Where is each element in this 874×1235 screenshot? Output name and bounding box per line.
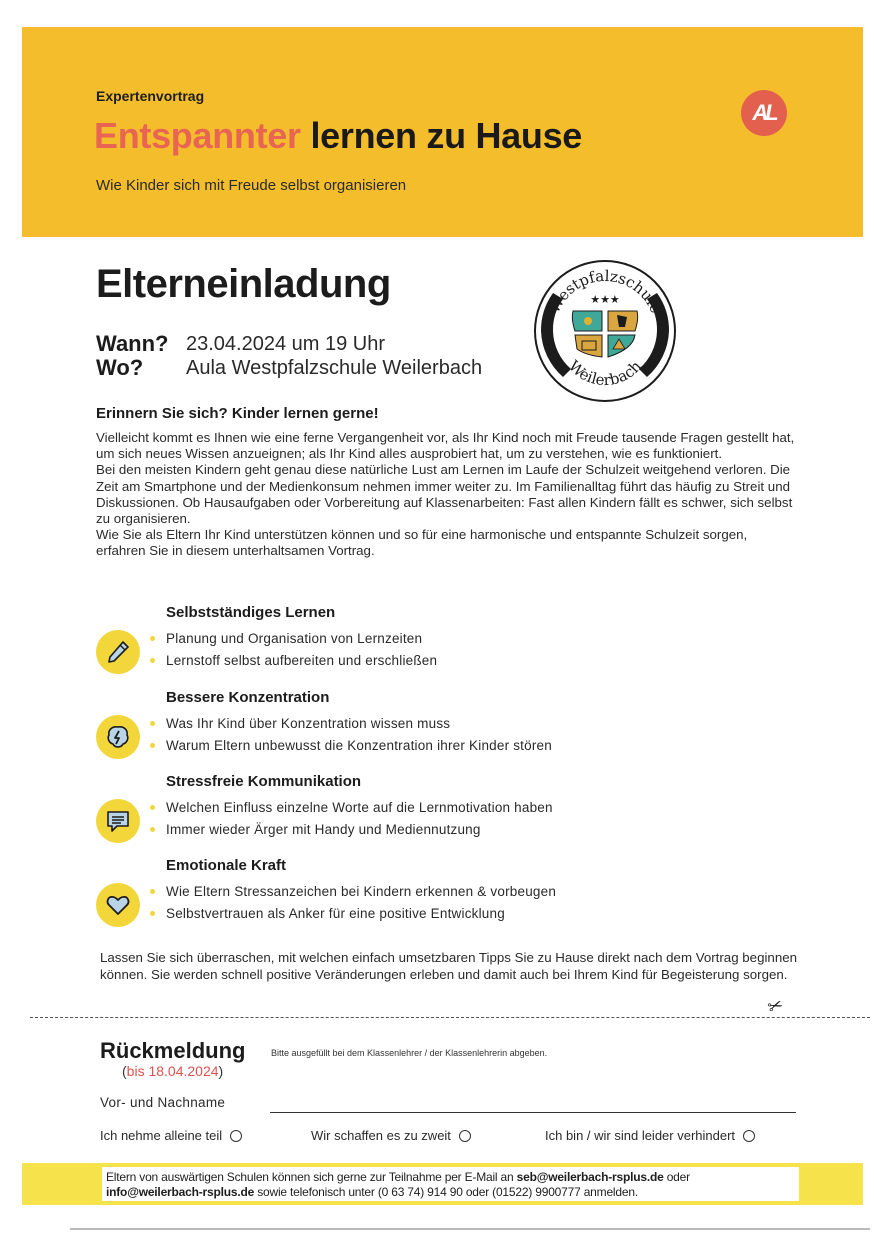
school-crest-icon (533, 259, 677, 403)
list-item: Planung und Organisation von Lernzeiten (150, 628, 437, 650)
page-edge-divider (70, 1228, 870, 1230)
intro-paragraph: Bei den meisten Kindern geht genau diese natürliche Lust am Lernen im Laufe der Schulzeit weitgehend verloren. Die Zeit am Smartphone und der Medienkonsum nehmen immer weiter zu. Im Familienalltag führt das häufig zu Streit und Diskussionen. Ob Hausaufgaben oder Vorbereitung auf Klassenarbeiten: Fast allen Kindern fällt es schwer, sich selbst zu organisieren. (96, 462, 793, 527)
reply-note: Bitte ausgefüllt bei dem Klassenlehrer / der Klassenlehrerin abgeben. (271, 1048, 548, 1058)
list-item: Welchen Einfluss einzelne Worte auf die Lernmotivation haben (150, 797, 553, 819)
reply-deadline (122, 1063, 223, 1079)
topic-title: Stressfreie Kommunikation (166, 773, 362, 790)
where-label: Wo? (96, 355, 144, 380)
topic-list (150, 881, 556, 925)
name-label: Vor- und Nachname (100, 1095, 226, 1110)
topic-list (150, 797, 553, 841)
title-rest: lernen zu Hause (310, 115, 583, 156)
event-info (96, 332, 482, 380)
invitation-title: Elterneinladung (96, 262, 391, 306)
footer-text: sowie telefonisch unter (0 63 74) 914 90 oder (01522) 9900777 anmelden. (254, 1185, 638, 1199)
email-link-info[interactable]: info@weilerbach-rsplus.de (106, 1185, 255, 1199)
footer-band (22, 1163, 863, 1205)
option-two[interactable] (311, 1128, 471, 1143)
topic-list (150, 713, 552, 757)
when-row (96, 332, 482, 356)
heart-icon (96, 883, 140, 927)
list-item: Wie Eltern Stressanzeichen bei Kindern erkennen & vorbeugen (150, 881, 556, 903)
list-item: Selbstvertrauen als Anker für eine positive Entwicklung (150, 903, 556, 925)
intro-paragraph: Vielleicht kommt es Ihnen wie eine ferne Vergangenheit vor, als Ihr Kind noch mit Freude tausende Fragen gestellt hat, um sich neues Wissen anzueignen; als Ihr Kind alles ausprobiert hat, um zu verstehen, wie es funktioniert. (96, 430, 795, 462)
option-label: Wir schaffen es zu zweit (311, 1128, 451, 1143)
topic-list (150, 628, 437, 672)
list-item: Immer wieder Ärger mit Handy und Mediennutzung (150, 819, 553, 841)
where-value: Aula Westpfalzschule Weilerbach (186, 357, 483, 379)
kicker: Expertenvortrag (96, 88, 205, 104)
speech-bubble-icon (96, 799, 140, 843)
option-absent[interactable] (545, 1128, 755, 1143)
reply-title: Rückmeldung (100, 1038, 246, 1063)
radio-alone[interactable] (230, 1130, 242, 1142)
option-label: Ich nehme alleine teil (100, 1128, 223, 1143)
intro-heading: Erinnern Sie sich? Kinder lernen gerne! (96, 405, 379, 422)
topic-title: Selbstständiges Lernen (166, 604, 336, 621)
when-label: Wann? (96, 331, 169, 356)
crest-top-text: Westpfalzschule (544, 266, 666, 316)
brain-icon (96, 715, 140, 759)
intro-paragraph: Wie Sie als Eltern Ihr Kind unterstützen können und so für eine harmonische und entspannte Schulzeit sorgen, erfahren Sie in diesem unterhaltsamen Vortrag. (96, 527, 748, 559)
crest-bottom-text: Weilerbach (564, 356, 646, 390)
title-accent: Entspannter (94, 115, 301, 156)
footer-text: oder (663, 1170, 690, 1184)
deadline-date: bis 18.04.2024 (126, 1063, 219, 1079)
paren-close: ) (218, 1063, 224, 1079)
option-alone[interactable] (100, 1128, 242, 1143)
cut-line-divider (30, 1017, 870, 1018)
header-banner (22, 27, 863, 237)
topic-title: Bessere Konzentration (166, 689, 330, 706)
logo-text: AL (752, 100, 776, 125)
option-label: Ich bin / wir sind leider verhindert (545, 1128, 736, 1143)
intro-text (96, 430, 796, 560)
pen-icon (96, 630, 140, 674)
list-item: Warum Eltern unbewusst die Konzentration ihrer Kinder stören (150, 735, 552, 757)
paren-open: ( (122, 1063, 127, 1079)
page-title (94, 115, 582, 157)
subtitle: Wie Kinder sich mit Freude selbst organisieren (96, 177, 407, 194)
footer-contact (102, 1167, 799, 1201)
list-item: Lernstoff selbst aufbereiten und erschließen (150, 650, 437, 672)
footer-text: Eltern von auswärtigen Schulen können sich gerne zur Teilnahme per E-Mail an (106, 1170, 517, 1184)
where-row (96, 356, 482, 380)
email-link-seb[interactable]: seb@weilerbach-rsplus.de (516, 1170, 664, 1184)
radio-absent[interactable] (743, 1130, 755, 1142)
radio-two[interactable] (459, 1130, 471, 1142)
crest-stars: ★★★ (590, 294, 620, 306)
closing-text: Lassen Sie sich überraschen, mit welchen einfach umsetzbaren Tipps Sie zu Hause direkt nach dem Vortrag beginnen können. Sie werden schnell positive Veränderungen erleben und damit auch bei Ihrem Kind für Begeisterung sorgen. (100, 950, 798, 982)
al-logo-icon (741, 90, 787, 136)
when-value: 23.04.2024 um 19 Uhr (186, 333, 386, 355)
name-field[interactable] (270, 1103, 796, 1113)
topic-title: Emotionale Kraft (166, 857, 287, 874)
scissors-icon: ✂ (764, 994, 786, 1019)
list-item: Was Ihr Kind über Konzentration wissen muss (150, 713, 552, 735)
